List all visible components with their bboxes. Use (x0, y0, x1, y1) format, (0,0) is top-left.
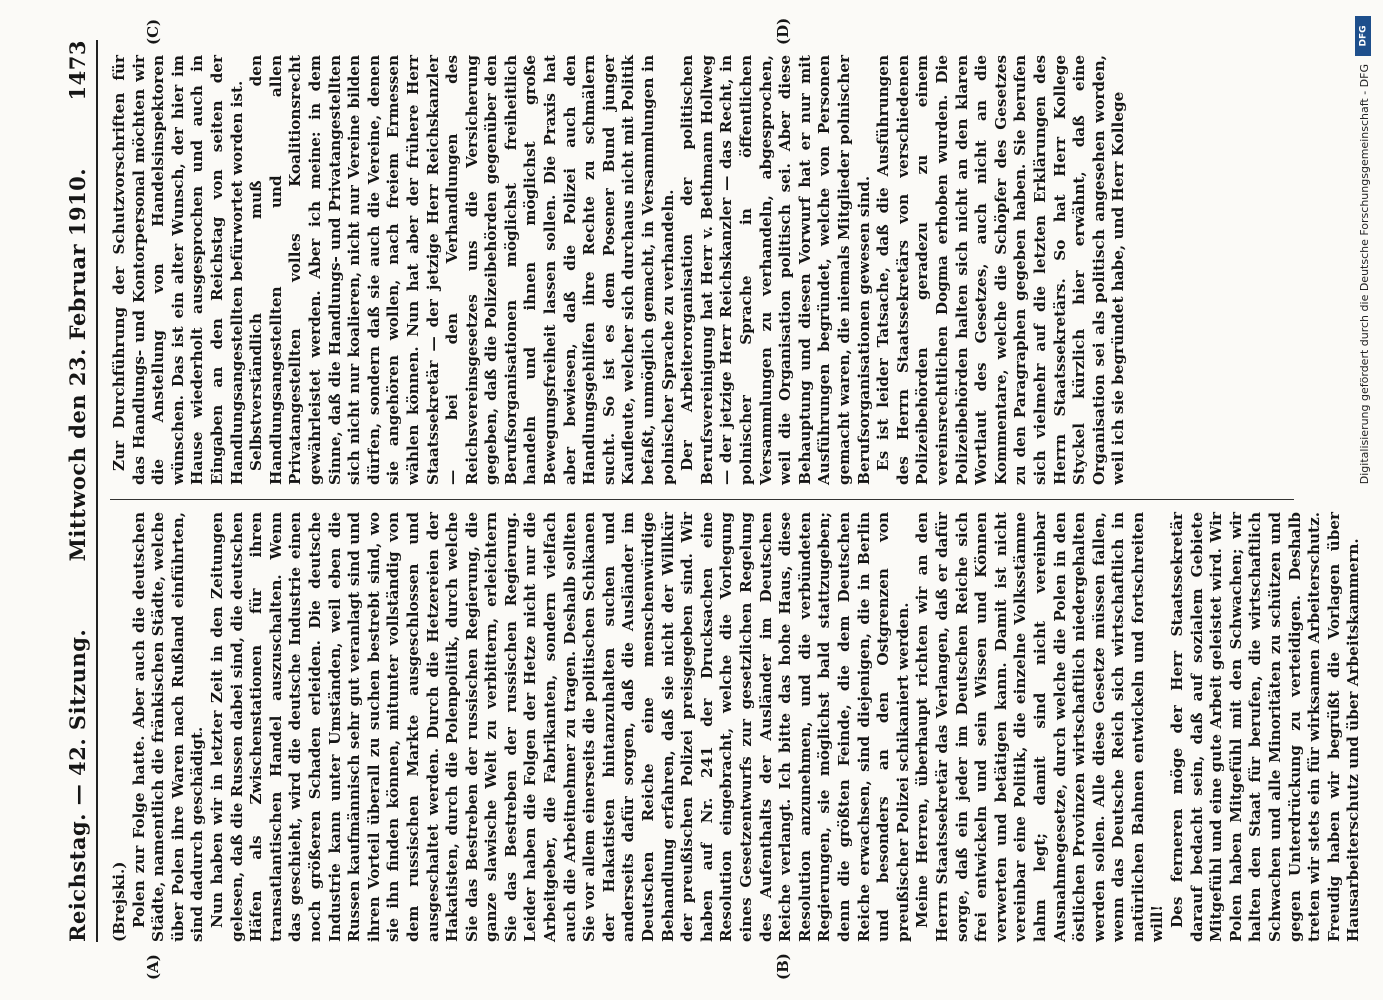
page-header (50, 40, 90, 942)
dfg-logo-text: DFG (1358, 25, 1369, 47)
digitization-notice: Digitalisierung gefördert durch die Deutsche Forschungsgemeinschaft - DFG (1358, 64, 1371, 485)
paragraph: Selbstverständlich muß den Handlungsangestellten und allen Privatangestellten volles Koalitionsrecht gewährleistet werden. Aber ich meine: in dem Sinne, daß die Handlungs- und Privatangestellten sich nicht nur koalieren, nicht nur Vereine bilden dürfen, sondern daß sie auch die Vereine, denen sie angehören wollen, nach freiem Ermessen wählen können. Nun hat aber der frühere Herr Staatssekretär — der jetzige Herr Reichskanzler — bei den Verhandlungen des Reichsvereinsgesetzes uns die Versicherung gegeben, daß die Polizeibehörden gegenüber den Berufsorganisationen möglichst freiheitlich handeln und ihnen möglichst große Bewegungsfreiheit lassen sollen. Die Praxis hat aber bewiesen, daß die Polizei auch den Handlungsgehilfen ihre Rechte zu schmälern sucht. So ist es dem Posener Bund junger Kaufleute, welcher sich durchaus nicht mit Politik befaßt, unmöglich gemacht, in Versammlungen in polnischer Sprache zu verhandeln. (247, 55, 677, 485)
paragraph: Nun haben wir in letzter Zeit in den Zeitungen gelesen, daß die Russen dabei sind, die deutschen Häfen als Zwischenstationen für ihren transatlantischen Handel auszuschalten. Wenn das geschieht, wird die deutsche Industrie einen noch größeren Schaden erleiden. Die deutsche Industrie kann unter Umständen, weil eben die Russen kaufmännisch sehr gut veranlagt sind und ihren Vorteil überall zu suchen bestrebt sind, wo sie ihn finden können, mitunter vollständig von dem russischen Markte ausgeschlossen und ausgeschaltet werden. Durch die Hetzereien der Hakatisten, durch die Polenpolitik, durch welche Sie das Bestreben der russischen Regierung, die ganze slawische Welt zu verbittern, erleichtern Sie das Bestreben der russischen Regierung. Leider haben die Folgen der Hetze nicht nur die Arbeitgeber, die Fabrikanten, sondern vielfach auch die Arbeitnehmer zu tragen. Deshalb sollten Sie vor allem einerseits die politischen Schikanen der Hakatisten hintanzuhalten suchen und anderseits dafür sorgen, daß die Ausländer im Deutschen Reiche eine menschenwürdige Behandlung erfahren, daß sie nicht der Willkür der preußischen Polizei preisgegeben sind. Wir haben auf Nr. 241 der Drucksachen eine Resolution eingebracht, welche die Vorlegung eines Gesetzentwurfs zur gesetzlichen Regelung des Aufenthalts der Ausländer im Deutschen Reiche verlangt. Ich bitte das hohe Haus, diese Resolution anzunehmen, und die verbündeten Regierungen, sie möglichst bald stattzugeben; denn die größten Feinde, die dem Deutschen Reiche erwachsen, sind diejenigen, die in Berlin und besonders an den Ostgrenzen von preußischer Polizei schikaniert werden. (207, 512, 912, 942)
left-column (110, 512, 1363, 942)
header-left: Reichstag. — 42. Sitzung. (65, 628, 90, 942)
speaker-note: (Brejski.) (110, 861, 128, 942)
header-rule (96, 40, 98, 942)
paragraph: Es ist leider Tatsache, daß die Ausführungen des Herrn Staatssekretärs von verschiedenen Polizeibehörden geradezu zu einem vereinsrechtlichen Dogma erhoben wurden. Die Polizeibehörden halten sich nicht an den klaren Wortlaut des Gesetzes, auch nicht an die Kommentare, welche die Schöpfer des Gesetzes zu den Paragraphen gegeben haben. Sie berufen sich vielmehr auf die letzten Erklärungen des Herrn Staatssekretärs. So hat Herr Kollege Styckel kürzlich hier erwähnt, daß eine Organisation sei als politisch angesehen worden, weil ich sie begründet habe, und Herr Kollege (874, 55, 1128, 485)
margin-mark-c: (C) (144, 18, 162, 45)
paragraph: Meine Herren, überhaupt richten wir an den Herrn Staatssekretär das Verlangen, daß er dafür sorge, daß ein jeder im Deutschen Reiche sich frei entwickeln und sein Wissen und Können verwerten und betätigen kann. Damit ist nicht vereinbar eine Politik, die einzelne Volksstämme lahm legt; damit sind nicht vereinbar Ausnahmegesetze, durch welche die Polen in den östlichen Provinzen wirtschaftlich niedergehalten werden sollen. Alle diese Gesetze müssen fallen, wenn das Deutsche Reich sich wirtschaftlich in natürlichen Bahnen entwickeln und fortschreiten will! (913, 512, 1167, 942)
paragraph: Zur Durchführung der Schutzvorschriften für das Handlungs- und Kontorpersonal möchten wir die Anstellung von Handelsinspektoren wünschen. Das ist ein alter Wunsch, der hier im Hause wiederholt ausgesprochen und auch in Eingaben an den Reichstag von seiten der Handlungsangestellten befürwortet worden ist. (110, 55, 246, 485)
paragraph: Des ferneren möge der Herr Staatssekretär darauf bedacht sein, daß auf sozialem Gebiete Mitgefühl und eine gute Arbeit geleistet wird. Wir Polen haben Mitgefühl mit den Schwachen; wir halten den Staat für berufen, die wirtschaftlich Schwachen und alle Minoritäten zu schützen und gegen Unterdrückung zu verteidigen. Deshalb treten wir stets ein für wirksamen Arbeiterschutz. Freudig haben wir begrüßt die Vorlagen über Hausarbeiterschutz und über Arbeitskammern. (1168, 512, 1363, 942)
margin-mark-d: (D) (774, 17, 792, 45)
digitization-footer (1353, 8, 1379, 992)
paragraph: Polen zur Folge hatte. Aber auch die deutschen Städte, namentlich die fränkischen Städte, welche über Polen ihre Waren nach Rußland einführten, sind dadurch geschädigt. (129, 512, 207, 942)
margin-mark-b: (B) (774, 953, 792, 980)
printed-page (14, 0, 1363, 1000)
column-divider (110, 499, 1294, 500)
page-number: 1473 (65, 40, 90, 101)
paragraph: Der Arbeiterorganisation der politischen Berufsvereinigung hat Herr v. Bethmann Hollweg — der jetzige Herr Reichskanzler — das Recht, in polnischer Sprache in öffentlichen Versammlungen zu verhandeln, abgesprochen, weil die Organisation politisch sei. Aber diese Behauptung und diesen Vorwurf hat er nur mit Ausführungen begründet, welche von Personen gemacht waren, die niemals Mitglieder polnischer Berufsorganisationen gewesen sind. (678, 55, 873, 485)
margin-mark-a: (A) (144, 954, 162, 980)
header-date: Mittwoch den 23. Februar 1910. (65, 167, 90, 562)
dfg-logo (1355, 16, 1371, 56)
right-column (110, 55, 1314, 485)
